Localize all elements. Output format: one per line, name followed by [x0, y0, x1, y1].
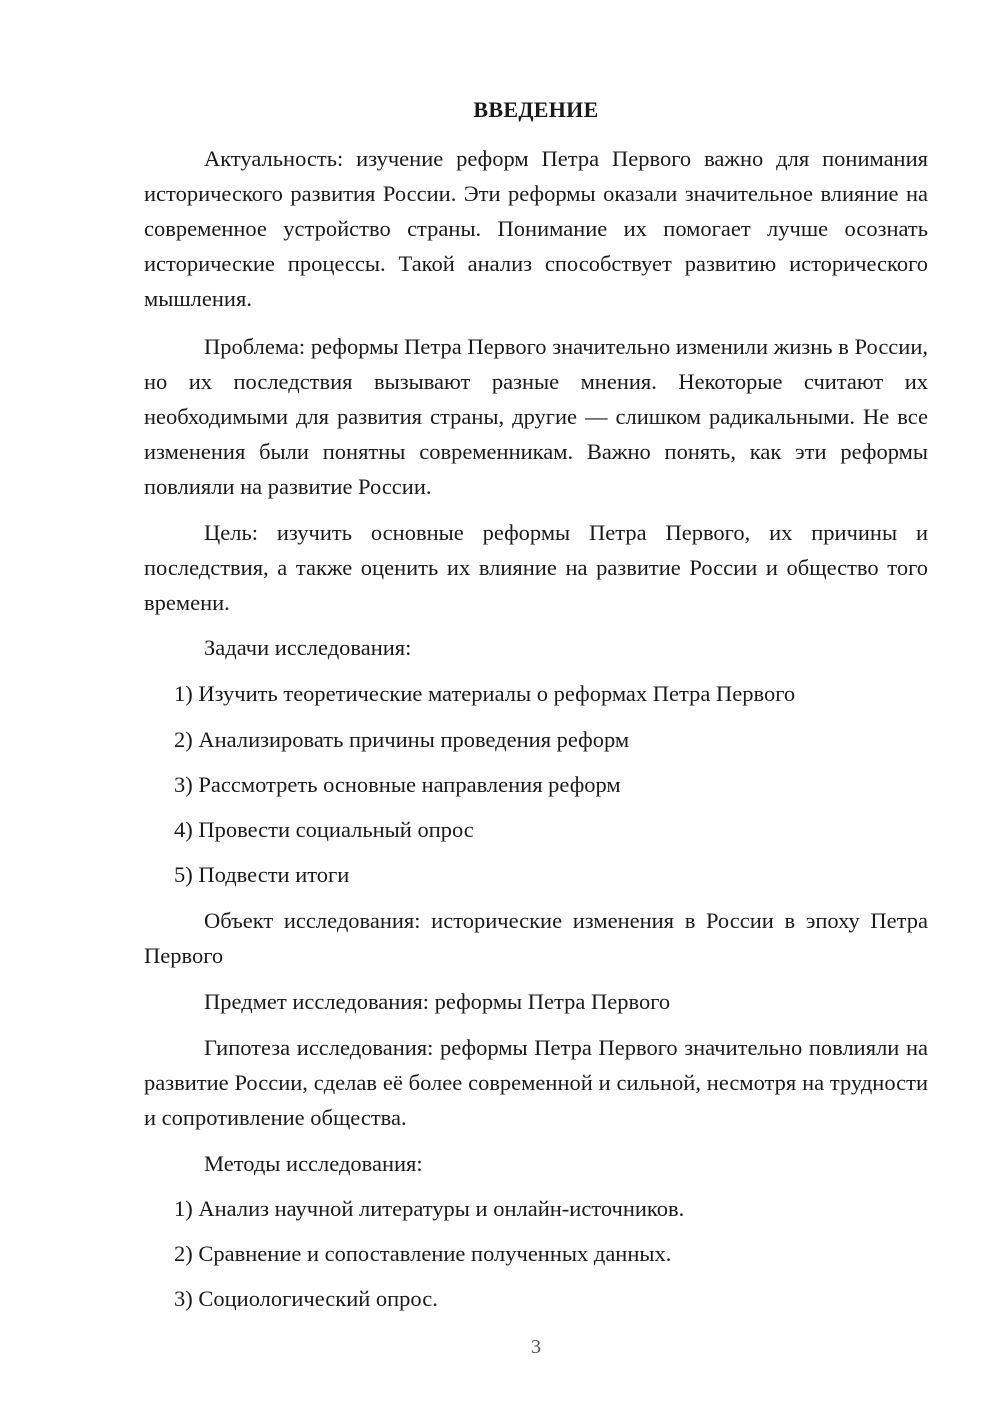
task-item: 5) Подвести итоги: [174, 862, 350, 887]
object-paragraph: Объект исследования: исторические изменения в России в эпоху Петра Первого: [144, 908, 928, 968]
method-item: 2) Сравнение и сопоставление полученных данных.: [174, 1241, 672, 1266]
section-heading: ВВЕДЕНИЕ: [473, 97, 599, 122]
task-item: 1) Изучить теоретические материалы о реформах Петра Первого: [174, 681, 796, 706]
tasks-label: Задачи исследования:: [204, 635, 412, 660]
goal-paragraph: Цель: изучить основные реформы Петра Первого, их причины и последствия, а также оценить их влияние на развитие России и общество того времени.: [144, 520, 928, 615]
hypothesis-paragraph: Гипотеза исследования: реформы Петра Первого значительно повлияли на развитие России, сделав её более современной и сильной, несмотря на трудности и сопротивление общества.: [144, 1035, 928, 1130]
task-item: 4) Провести социальный опрос: [174, 817, 474, 842]
relevance-paragraph: Актуальность: изучение реформ Петра Первого важно для понимания исторического развития России. Эти реформы оказали значительное влияние на современное устройство страны. Понимание их помогает лучше осознать исторические процессы. Такой анализ способствует развитию исторического мышления.: [144, 146, 928, 311]
task-item: 2) Анализировать причины проведения реформ: [174, 727, 630, 752]
page-number: 3: [531, 1336, 541, 1358]
subject-line: Предмет исследования: реформы Петра Первого: [204, 989, 671, 1014]
methods-label: Методы исследования:: [204, 1151, 423, 1176]
problem-paragraph: Проблема: реформы Петра Первого значительно изменили жизнь в России, но их последствия вызывают разные мнения. Некоторые считают их необходимыми для развития страны, другие — слишком радикальными. Не все изменения были понятны современникам. Важно понять, как эти реформы повлияли на развитие России.: [144, 334, 928, 499]
method-item: 3) Социологический опрос.: [174, 1286, 438, 1311]
task-item: 3) Рассмотреть основные направления реформ: [174, 772, 621, 797]
method-item: 1) Анализ научной литературы и онлайн-источников.: [174, 1196, 685, 1221]
